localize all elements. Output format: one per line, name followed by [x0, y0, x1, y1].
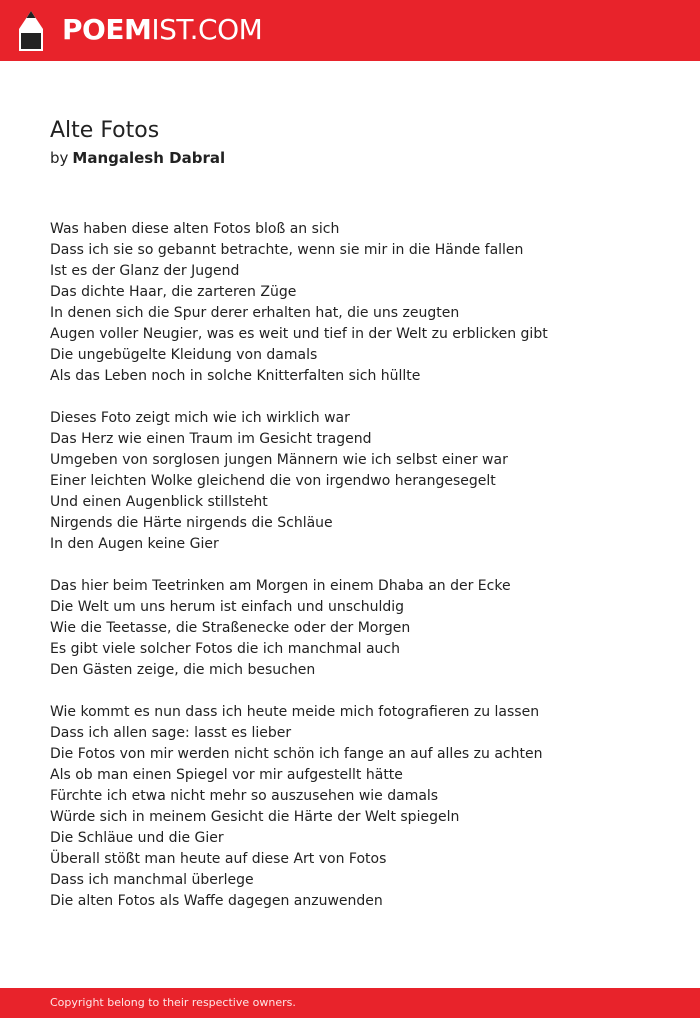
poem-title: Alte Fotos — [50, 118, 160, 143]
poem-line: Wie die Teetasse, die Straßenecke oder der Morgen — [50, 620, 411, 636]
poem-line: Nirgends die Härte nirgends die Schläue — [50, 515, 333, 531]
poem-line: Es gibt viele solcher Fotos die ich manchmal auch — [50, 641, 400, 657]
poem-line: Das Herz wie einen Traum im Gesicht tragend — [50, 431, 372, 447]
site-footer — [0, 988, 700, 1018]
by-label: by — [50, 149, 69, 167]
poem-line: Die alten Fotos als Waffe dagegen anzuwenden — [50, 893, 383, 909]
site-logo-wordmark[interactable] — [62, 13, 262, 47]
poem-line: Wie kommt es nun dass ich heute meide mich fotografieren zu lassen — [50, 704, 540, 720]
poem-line: Die Fotos von mir werden nicht schön ich fange an auf alles zu achten — [50, 746, 543, 762]
pencil-logo-icon[interactable] — [19, 11, 43, 51]
poem-line: Als das Leben noch in solche Knitterfalten sich hüllte — [50, 368, 421, 384]
poem-line: Würde sich in meinem Gesicht die Härte der Welt spiegeln — [50, 809, 460, 825]
byline — [50, 148, 225, 168]
poem-stanza — [50, 219, 670, 387]
poem-line: Was haben diese alten Fotos bloß an sich — [50, 221, 340, 237]
poem-stanza — [50, 408, 670, 555]
poem-line: Dieses Foto zeigt mich wie ich wirklich war — [50, 410, 350, 426]
poem-line: Das hier beim Teetrinken am Morgen in einem Dhaba an der Ecke — [50, 578, 511, 594]
poem-line: Als ob man einen Spiegel vor mir aufgestellt hätte — [50, 767, 403, 783]
poem-line: Und einen Augenblick stillsteht — [50, 494, 268, 510]
poem-line: Die Schläue und die Gier — [50, 830, 224, 846]
brand-bold: POEM — [62, 13, 152, 46]
brand-light: IST.COM — [151, 13, 263, 46]
poem-line: Ist es der Glanz der Jugend — [50, 263, 240, 279]
poem-line: Überall stößt man heute auf diese Art von Fotos — [50, 851, 387, 867]
poem-stanza — [50, 576, 670, 681]
poem-line: In denen sich die Spur derer erhalten hat, die uns zeugten — [50, 305, 460, 321]
poem-line: In den Augen keine Gier — [50, 536, 219, 552]
copyright-text: Copyright belong to their respective owners. — [50, 996, 296, 1009]
poem-line: Einer leichten Wolke gleichend die von irgendwo herangesegelt — [50, 473, 496, 489]
poem-line: Die ungebügelte Kleidung von damals — [50, 347, 318, 363]
poem-line: Dass ich manchmal überlege — [50, 872, 254, 888]
poem-line: Dass ich sie so gebannt betrachte, wenn sie mir in die Hände fallen — [50, 242, 524, 258]
poem-stanza — [50, 702, 670, 912]
author-name: Mangalesh Dabral — [72, 149, 226, 167]
poem-line: Augen voller Neugier, was es weit und tief in der Welt zu erblicken gibt — [50, 326, 548, 342]
poem-line: Das dichte Haar, die zarteren Züge — [50, 284, 297, 300]
site-header — [0, 0, 700, 61]
poem-line: Die Welt um uns herum ist einfach und unschuldig — [50, 599, 404, 615]
poem-line: Den Gästen zeige, die mich besuchen — [50, 662, 316, 678]
poem-line: Fürchte ich etwa nicht mehr so auszusehen wie damals — [50, 788, 439, 804]
poem-line: Dass ich allen sage: lasst es lieber — [50, 725, 292, 741]
poem-body — [50, 219, 670, 933]
poem-line: Umgeben von sorglosen jungen Männern wie ich selbst einer war — [50, 452, 508, 468]
